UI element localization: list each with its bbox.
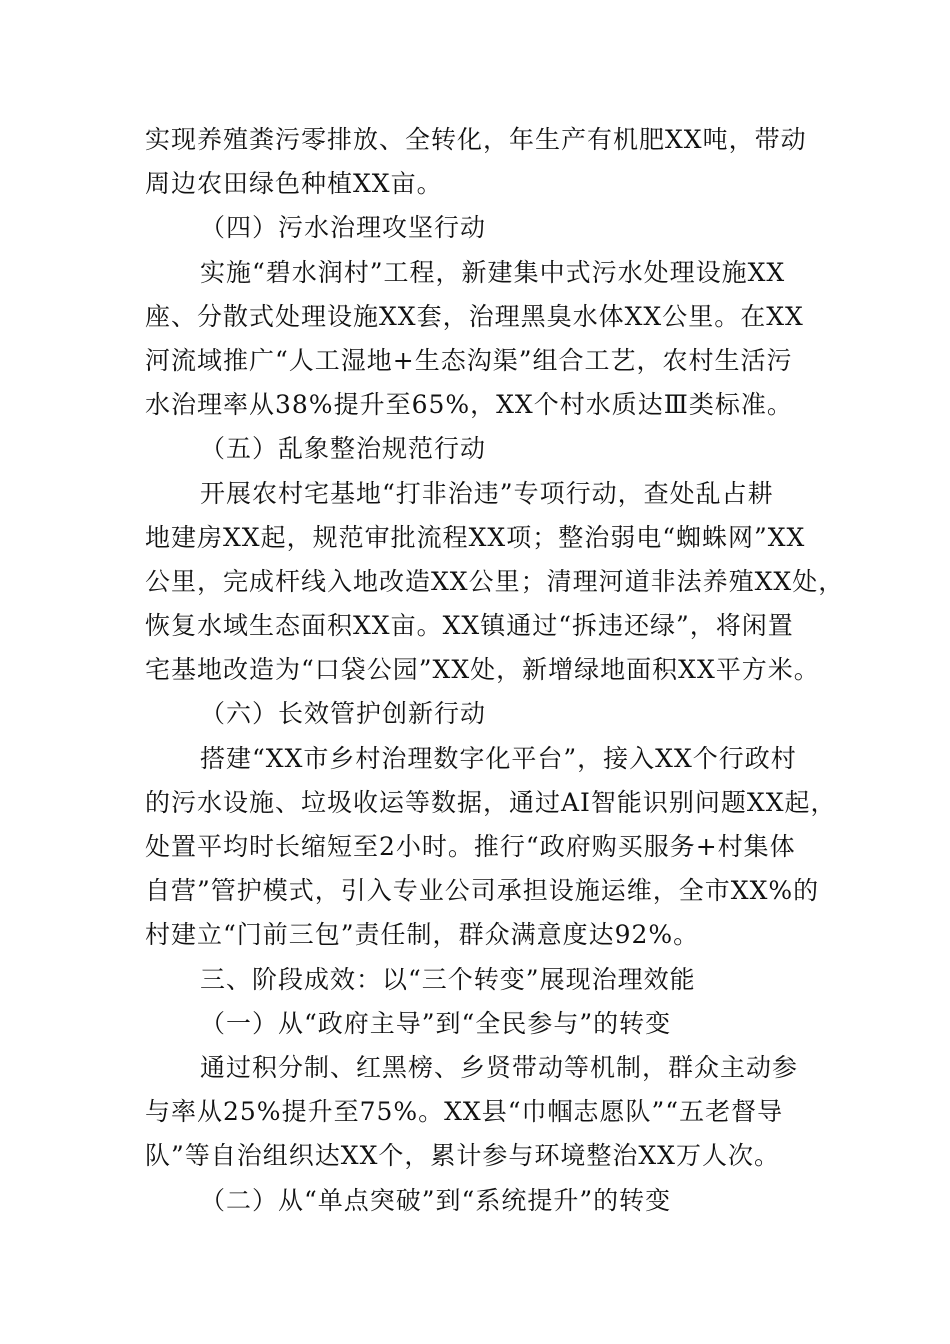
paragraph-line: 恢复水域生态面积XX亩。XX镇通过“拆违还绿”，将闲置 (145, 611, 794, 641)
paragraph-line: 开展农村宅基地“打非治违”专项行动，查处乱占耕 (200, 478, 774, 508)
paragraph-line: 自营”管护模式，引入专业公司承担设施运维，全市XX%的 (145, 876, 820, 906)
paragraph-line: 实现养殖粪污零排放、全转化，年生产有机肥XX吨，带动 (145, 125, 807, 154)
section-heading: （六）长效管护创新行动 (200, 699, 487, 729)
paragraph-line: 公里，完成杆线入地改造XX公里；清理河道非法养殖XX处， (145, 566, 845, 596)
paragraph-line: 周边农田绿色种植XX亩。 (145, 169, 443, 199)
paragraph-line: 实施“碧水润村”工程，新建集中式污水处理设施XX (200, 257, 786, 287)
section-heading: （五）乱象整治规范行动 (200, 434, 487, 464)
paragraph-line: 村建立“门前三包”责任制，群众满意度达92%。 (145, 920, 700, 950)
section-heading: （二）从“单点突破”到“系统提升”的转变 (200, 1185, 672, 1215)
paragraph-line: 水治理率从38%提升至65%，XX个村水质达Ⅲ类标准。 (145, 390, 793, 420)
paragraph-line: 河流域推广“人工湿地+生态沟渠”组合工艺，农村生活污 (145, 345, 793, 375)
section-heading: （一）从“政府主导”到“全民参与”的转变 (200, 1008, 672, 1038)
paragraph-line: 座、分散式处理设施XX套，治理黑臭水体XX公里。在XX (145, 301, 804, 331)
paragraph-line: 宅基地改造为“口袋公园”XX处，新增绿地面积XX平方米。 (145, 655, 820, 685)
paragraph-line: 地建房XX起，规范审批流程XX项；整治弱电“蜘蛛网”XX (145, 522, 806, 552)
document-body (145, 118, 845, 1223)
chapter-heading: 三、阶段成效：以“三个转变”展现治理效能 (200, 964, 696, 994)
paragraph-line: 的污水设施、垃圾收运等数据，通过AI智能识别问题XX起， (145, 787, 837, 817)
paragraph-line: 队”等自治组织达XX个，累计参与环境整治XX万人次。 (145, 1141, 780, 1171)
paragraph-line: 通过积分制、红黑榜、乡贤带动等机制，群众主动参 (200, 1052, 799, 1082)
paragraph-line: 处置平均时长缩短至2小时。推行“政府购买服务+村集体 (145, 832, 796, 861)
paragraph-line: 与率从25%提升至75%。XX县“巾帼志愿队”“五老督导 (145, 1097, 784, 1127)
section-heading: （四）污水治理攻坚行动 (200, 213, 487, 243)
paragraph-line: 搭建“XX市乡村治理数字化平台”，接入XX个行政村 (200, 743, 797, 773)
